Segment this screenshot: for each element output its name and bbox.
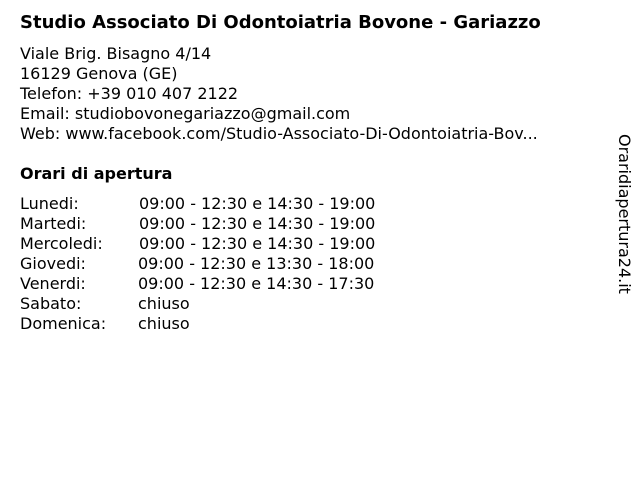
contact-block bbox=[20, 44, 538, 144]
day-label: Venerdi: bbox=[20, 274, 86, 293]
day-label: Sabato: bbox=[20, 294, 82, 313]
business-name: Studio Associato Di Odontoiatria Bovone - Gariazzo bbox=[20, 12, 541, 33]
day-hours: 09:00 - 12:30 e 14:30 - 19:00 bbox=[139, 194, 376, 213]
day-label: Giovedi: bbox=[20, 254, 86, 273]
day-hours: chiuso bbox=[138, 294, 190, 313]
phone-line[interactable]: Telefon: +39 010 407 2122 bbox=[20, 84, 239, 103]
day-hours: chiuso bbox=[138, 314, 190, 333]
day-hours: 09:00 - 12:30 e 14:30 - 19:00 bbox=[139, 234, 376, 253]
site-watermark: Oraridiapertura24.it bbox=[615, 134, 634, 294]
day-hours: 09:00 - 12:30 e 13:30 - 18:00 bbox=[138, 254, 375, 273]
day-label: Mercoledi: bbox=[20, 234, 103, 253]
email-line[interactable]: Email: studiobovonegariazzo@gmail.com bbox=[20, 104, 351, 123]
city-line: 16129 Genova (GE) bbox=[20, 64, 178, 83]
day-hours: 09:00 - 12:30 e 14:30 - 19:00 bbox=[139, 214, 376, 233]
day-label: Lunedi: bbox=[20, 194, 79, 213]
web-line[interactable]: Web: www.facebook.com/Studio-Associato-Di-Odontoiatria-Bov... bbox=[20, 124, 538, 143]
address-line: Viale Brig. Bisagno 4/14 bbox=[20, 44, 212, 63]
day-label: Martedi: bbox=[20, 214, 87, 233]
day-label: Domenica: bbox=[20, 314, 107, 333]
hours-heading: Orari di apertura bbox=[20, 164, 173, 183]
day-hours: 09:00 - 12:30 e 14:30 - 17:30 bbox=[138, 274, 375, 293]
